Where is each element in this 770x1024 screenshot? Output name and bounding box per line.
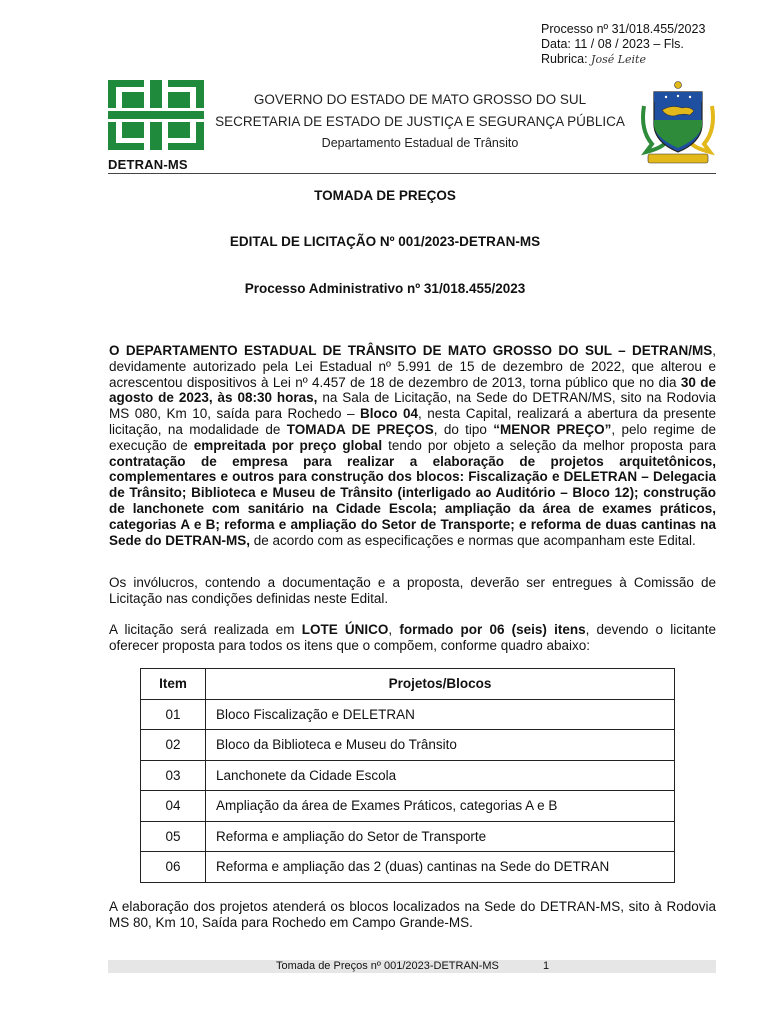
header-government: GOVERNO DO ESTADO DE MATO GROSSO DO SUL: [253, 92, 587, 107]
detran-logo-icon: [108, 80, 204, 150]
row-desc: Reforma e ampliação do Setor de Transporte: [206, 821, 675, 852]
page-number: 1: [543, 960, 550, 972]
p1-org-name: O DEPARTAMENTO ESTADUAL DE TRÂNSITO DE MATO GROSSO DO SUL – DETRAN/MS: [109, 343, 713, 358]
header-divider: [108, 173, 716, 174]
stamp-signature: José Leite: [591, 53, 646, 66]
envelopes-paragraph: Os invólucros, contendo a documentação e a proposta, deverão ser entregues à Comissão de Licitação nas condições definidas neste Edital.: [109, 575, 716, 606]
logo-label: DETRAN-MS: [108, 157, 188, 172]
page-footer: [108, 960, 716, 973]
p1-text-2: na Sala de Licitação, na Sede do DETRAN/MS, sito na Rodovia MS 080, Km 10, saída para Rochedo –: [109, 390, 716, 422]
p1-text-5: , pelo regime de execução de: [109, 421, 717, 453]
row-item: 04: [141, 791, 206, 822]
p1-text-6: tendo por objeto a seleção da melhor proposta para: [382, 437, 716, 453]
table-row: [141, 760, 675, 791]
table-row: [141, 699, 675, 730]
p1-regime: empreitada por preço global: [193, 437, 383, 453]
stamp-data: Data: 11 / 08 / 2023 – Fls.: [541, 37, 684, 51]
table-row: [141, 730, 675, 761]
table-row: [141, 791, 675, 822]
p1-modality: TOMADA DE PREÇOS: [286, 421, 434, 437]
p3-comma: ,: [388, 622, 400, 637]
p3-lot: LOTE ÚNICO: [301, 622, 389, 637]
row-desc: Bloco da Biblioteca e Museu do Trânsito: [206, 730, 675, 761]
doc-title: TOMADA DE PREÇOS: [314, 188, 456, 203]
stamp-rubrica-label: Rubrica:: [541, 52, 588, 66]
table-row: [141, 852, 675, 883]
protocol-stamp: [541, 22, 705, 67]
p3-text-2: , devendo o licitante oferecer proposta para todos os itens que o compõem, conforme quadro abaixo:: [109, 622, 716, 653]
table-header-row: [141, 669, 675, 700]
row-item: 01: [141, 699, 206, 730]
coat-of-arms-icon: [638, 80, 718, 168]
table-row: [141, 821, 675, 852]
p3-items: formado por 06 (seis) itens: [399, 622, 586, 637]
header-projects: Projetos/Blocos: [206, 669, 675, 700]
row-desc: Lanchonete da Cidade Escola: [206, 760, 675, 791]
footer-text: Tomada de Preços nº 001/2023-DETRAN-MS: [276, 960, 499, 972]
stamp-rubrica: [541, 52, 705, 67]
p1-object: contratação de empresa para realizar a elaboração de projetos arquitetônicos, complementares e outros para construção dos blocos: Fiscalização e DELETRAN – Delegacia de Trânsito; Biblioteca e Museu de Trânsito (interligado ao Auditório – Bloco 12); construção de lanchonete com sanitário na Cidade Escola; ampliação da área de exames práticos, categorias A e B; reforma e ampliação do Setor de Transporte; e reforma de duas cantinas na Sede do DETRAN-MS,: [109, 453, 716, 548]
row-desc: Ampliação da área de Exames Práticos, categorias A e B: [206, 791, 675, 822]
p1-block: Bloco 04: [359, 406, 418, 422]
lot-paragraph: [109, 622, 716, 654]
row-item: 03: [141, 760, 206, 791]
intro-paragraph: [109, 343, 716, 548]
row-desc: Reforma e ampliação das 2 (duas) cantinas na Sede do DETRAN: [206, 852, 675, 883]
header-secretariat: SECRETARIA DE ESTADO DE JUSTIÇA E SEGURANÇA PÚBLICA: [215, 114, 625, 129]
items-table: [140, 668, 675, 883]
header-department: Departamento Estadual de Trânsito: [321, 136, 519, 150]
edital-title: EDITAL DE LICITAÇÃO Nº 001/2023-DETRAN-MS: [229, 234, 541, 249]
p1-text-4: , do tipo: [433, 421, 494, 437]
p3-text-1: A licitação será realizada em: [109, 622, 302, 637]
state-coat-of-arms: [638, 80, 718, 173]
row-item: 06: [141, 852, 206, 883]
p1-type: “MENOR PREÇO”: [493, 421, 612, 437]
row-desc: Bloco Fiscalização e DELETRAN: [206, 699, 675, 730]
row-item: 05: [141, 821, 206, 852]
stamp-processo: Processo nº 31/018.455/2023: [541, 22, 706, 36]
p1-text-3: , nesta Capital, realizará a abertura da presente licitação, na modalidade de: [109, 406, 716, 437]
header-item: Item: [141, 669, 206, 700]
p1-date: 30 de agosto de 2023, às 08:30 horas,: [109, 374, 716, 406]
process-title: Processo Administrativo nº 31/018.455/2023: [244, 281, 526, 296]
p1-text-7: de acordo com as especificações e normas que acompanham este Edital.: [250, 532, 696, 548]
p1-text-1: , devidamente autorizado pela Lei Estadual nº 5.991 de 15 de dezembro de 2022, que alterou e acrescentou dispositivos à Lei nº 4.457 de 18 de dezembro de 2013, torna público que no dia: [109, 343, 716, 390]
detran-logo: [108, 80, 204, 172]
row-item: 02: [141, 730, 206, 761]
location-paragraph: A elaboração dos projetos atenderá os blocos localizados na Sede do DETRAN-MS, sito à Rodovia MS 80, Km 10, Saída para Rochedo em Campo Grande-MS.: [109, 899, 716, 930]
